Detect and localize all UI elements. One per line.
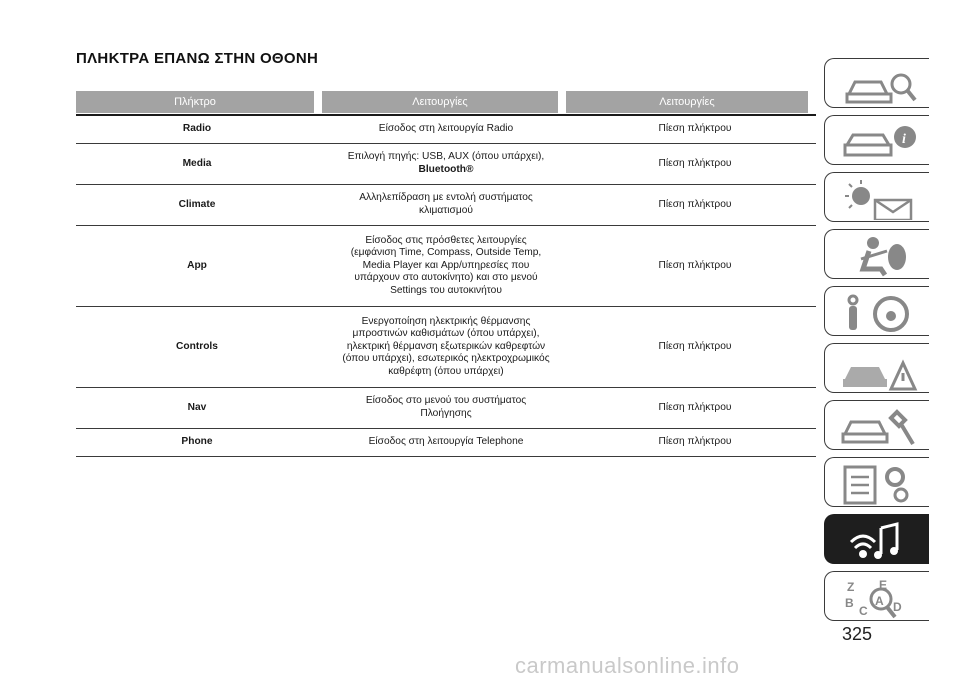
svg-text:A: A xyxy=(875,594,884,608)
chapter-tab[interactable] xyxy=(824,286,929,336)
function-line: υπάρχουν στο αυτοκίνητο) και στο μενού xyxy=(354,272,538,284)
button-name: Climate xyxy=(178,198,216,210)
specs-gear-icon xyxy=(841,463,919,505)
action-text: Πίεση πλήκτρου xyxy=(658,340,732,352)
chapter-tab[interactable] xyxy=(824,58,929,108)
function-description xyxy=(318,185,574,225)
function-description xyxy=(318,307,574,387)
table-header xyxy=(76,91,816,113)
chapter-tabs xyxy=(824,58,930,628)
function-line: Πλοήγησης xyxy=(420,408,472,419)
function-line: Είσοδος στη λειτουργία Radio xyxy=(378,123,514,135)
watermark: carmanualsonline.info xyxy=(515,653,740,678)
button-name: Nav xyxy=(187,401,207,413)
page-number: 325 xyxy=(842,624,873,644)
function-line: Είσοδος στις πρόσθετες λειτουργίες xyxy=(365,234,527,246)
function-line: Είσοδος στη λειτουργία Telephone xyxy=(368,436,524,448)
table-row xyxy=(76,307,816,388)
function-line: καθρέφτη (όπου υπάρχει) xyxy=(388,365,504,377)
table-row xyxy=(76,388,816,429)
function-line: ηλεκτρική θέρμανση εξωτερικών καθρεφτών xyxy=(346,340,546,352)
function-line: Media Player και App/υπηρεσίες που xyxy=(362,259,530,271)
function-lines xyxy=(359,192,533,217)
chapter-tab[interactable] xyxy=(824,172,929,222)
action-text: Πίεση πλήκτρου xyxy=(658,198,732,210)
page-title: ΠΛΗΚΤΡΑ ΕΠΑΝΩ ΣΤΗΝ ΟΘΟΝΗ xyxy=(76,50,319,67)
svg-text:D: D xyxy=(893,600,902,614)
function-line: μπροστινών καθισμάτων (όπου υπάρχει), xyxy=(352,328,540,340)
action-text: Πίεση πλήκτρου xyxy=(658,259,732,271)
svg-text:Z: Z xyxy=(847,580,855,594)
header-function: Λειτουργίες xyxy=(322,91,558,113)
action-text: Πίεση πλήκτρου xyxy=(658,157,732,169)
header-action: Λειτουργίες xyxy=(566,91,808,113)
function-description xyxy=(318,429,574,456)
chapter-tab[interactable] xyxy=(824,571,929,621)
function-line: Αλληλεπίδραση με εντολή συστήματος xyxy=(359,192,533,204)
button-name: App xyxy=(187,259,207,271)
car-warning-triangle-icon xyxy=(841,349,919,391)
car-info-icon xyxy=(841,121,919,163)
function-description xyxy=(318,144,574,184)
svg-text:B: B xyxy=(845,596,854,610)
function-lines xyxy=(351,235,542,298)
chapter-tab[interactable] xyxy=(824,457,929,507)
function-line: Είσοδος στο μενού του συστήματος xyxy=(365,395,527,407)
alphabet-index-icon xyxy=(841,577,919,619)
buttons-table xyxy=(76,91,816,457)
svg-text:i: i xyxy=(902,132,906,147)
function-line: Επιλογή πηγής: USB, AUX (όπου υπάρχει), xyxy=(347,151,545,163)
table-row xyxy=(76,429,816,457)
key-steering-wheel-icon xyxy=(841,292,919,334)
chapter-tab[interactable] xyxy=(824,514,929,564)
function-line: Ενεργοποίηση ηλεκτρικής θέρμανσης xyxy=(361,315,531,327)
header-key: Πλήκτρο xyxy=(76,91,314,113)
function-line: Settings του αυτοκινήτου xyxy=(390,284,502,296)
action-text: Πίεση πλήκτρου xyxy=(658,436,732,448)
button-name: Phone xyxy=(181,436,213,448)
function-lines xyxy=(348,151,545,176)
table-row xyxy=(76,185,816,226)
button-name: Controls xyxy=(176,340,218,352)
car-wrench-icon xyxy=(841,406,919,448)
chapter-tab[interactable] xyxy=(824,400,929,450)
function-description xyxy=(318,226,574,306)
button-name: Radio xyxy=(182,123,212,135)
table-row xyxy=(76,144,816,185)
function-lines xyxy=(366,395,526,420)
button-name: Media xyxy=(182,157,212,169)
table-row xyxy=(76,116,816,144)
table-row xyxy=(76,226,816,307)
function-lines xyxy=(342,316,549,379)
svg-text:C: C xyxy=(859,604,868,618)
chapter-tab[interactable] xyxy=(824,115,929,165)
multimedia-music-icon xyxy=(841,520,919,562)
function-line: Bluetooth® xyxy=(418,164,474,175)
function-lines xyxy=(379,123,513,136)
function-line: (όπου υπάρχει), εσωτερικός ηλεκτροχρωμικός xyxy=(342,353,550,365)
airbag-seat-icon xyxy=(841,235,919,277)
chapter-tab[interactable] xyxy=(824,229,929,279)
table-body xyxy=(76,114,816,457)
warning-light-message-icon xyxy=(841,178,919,220)
car-search-icon xyxy=(841,64,919,106)
action-text: Πίεση πλήκτρου xyxy=(658,401,732,413)
svg-text:E: E xyxy=(879,578,888,592)
function-description xyxy=(318,116,574,143)
function-description xyxy=(318,388,574,428)
function-line: κλιματισμού xyxy=(419,205,473,216)
function-line: (εμφάνιση Time, Compass, Outside Temp, xyxy=(350,247,542,259)
chapter-tab[interactable] xyxy=(824,343,929,393)
action-text: Πίεση πλήκτρου xyxy=(658,123,732,135)
function-lines xyxy=(369,436,524,449)
